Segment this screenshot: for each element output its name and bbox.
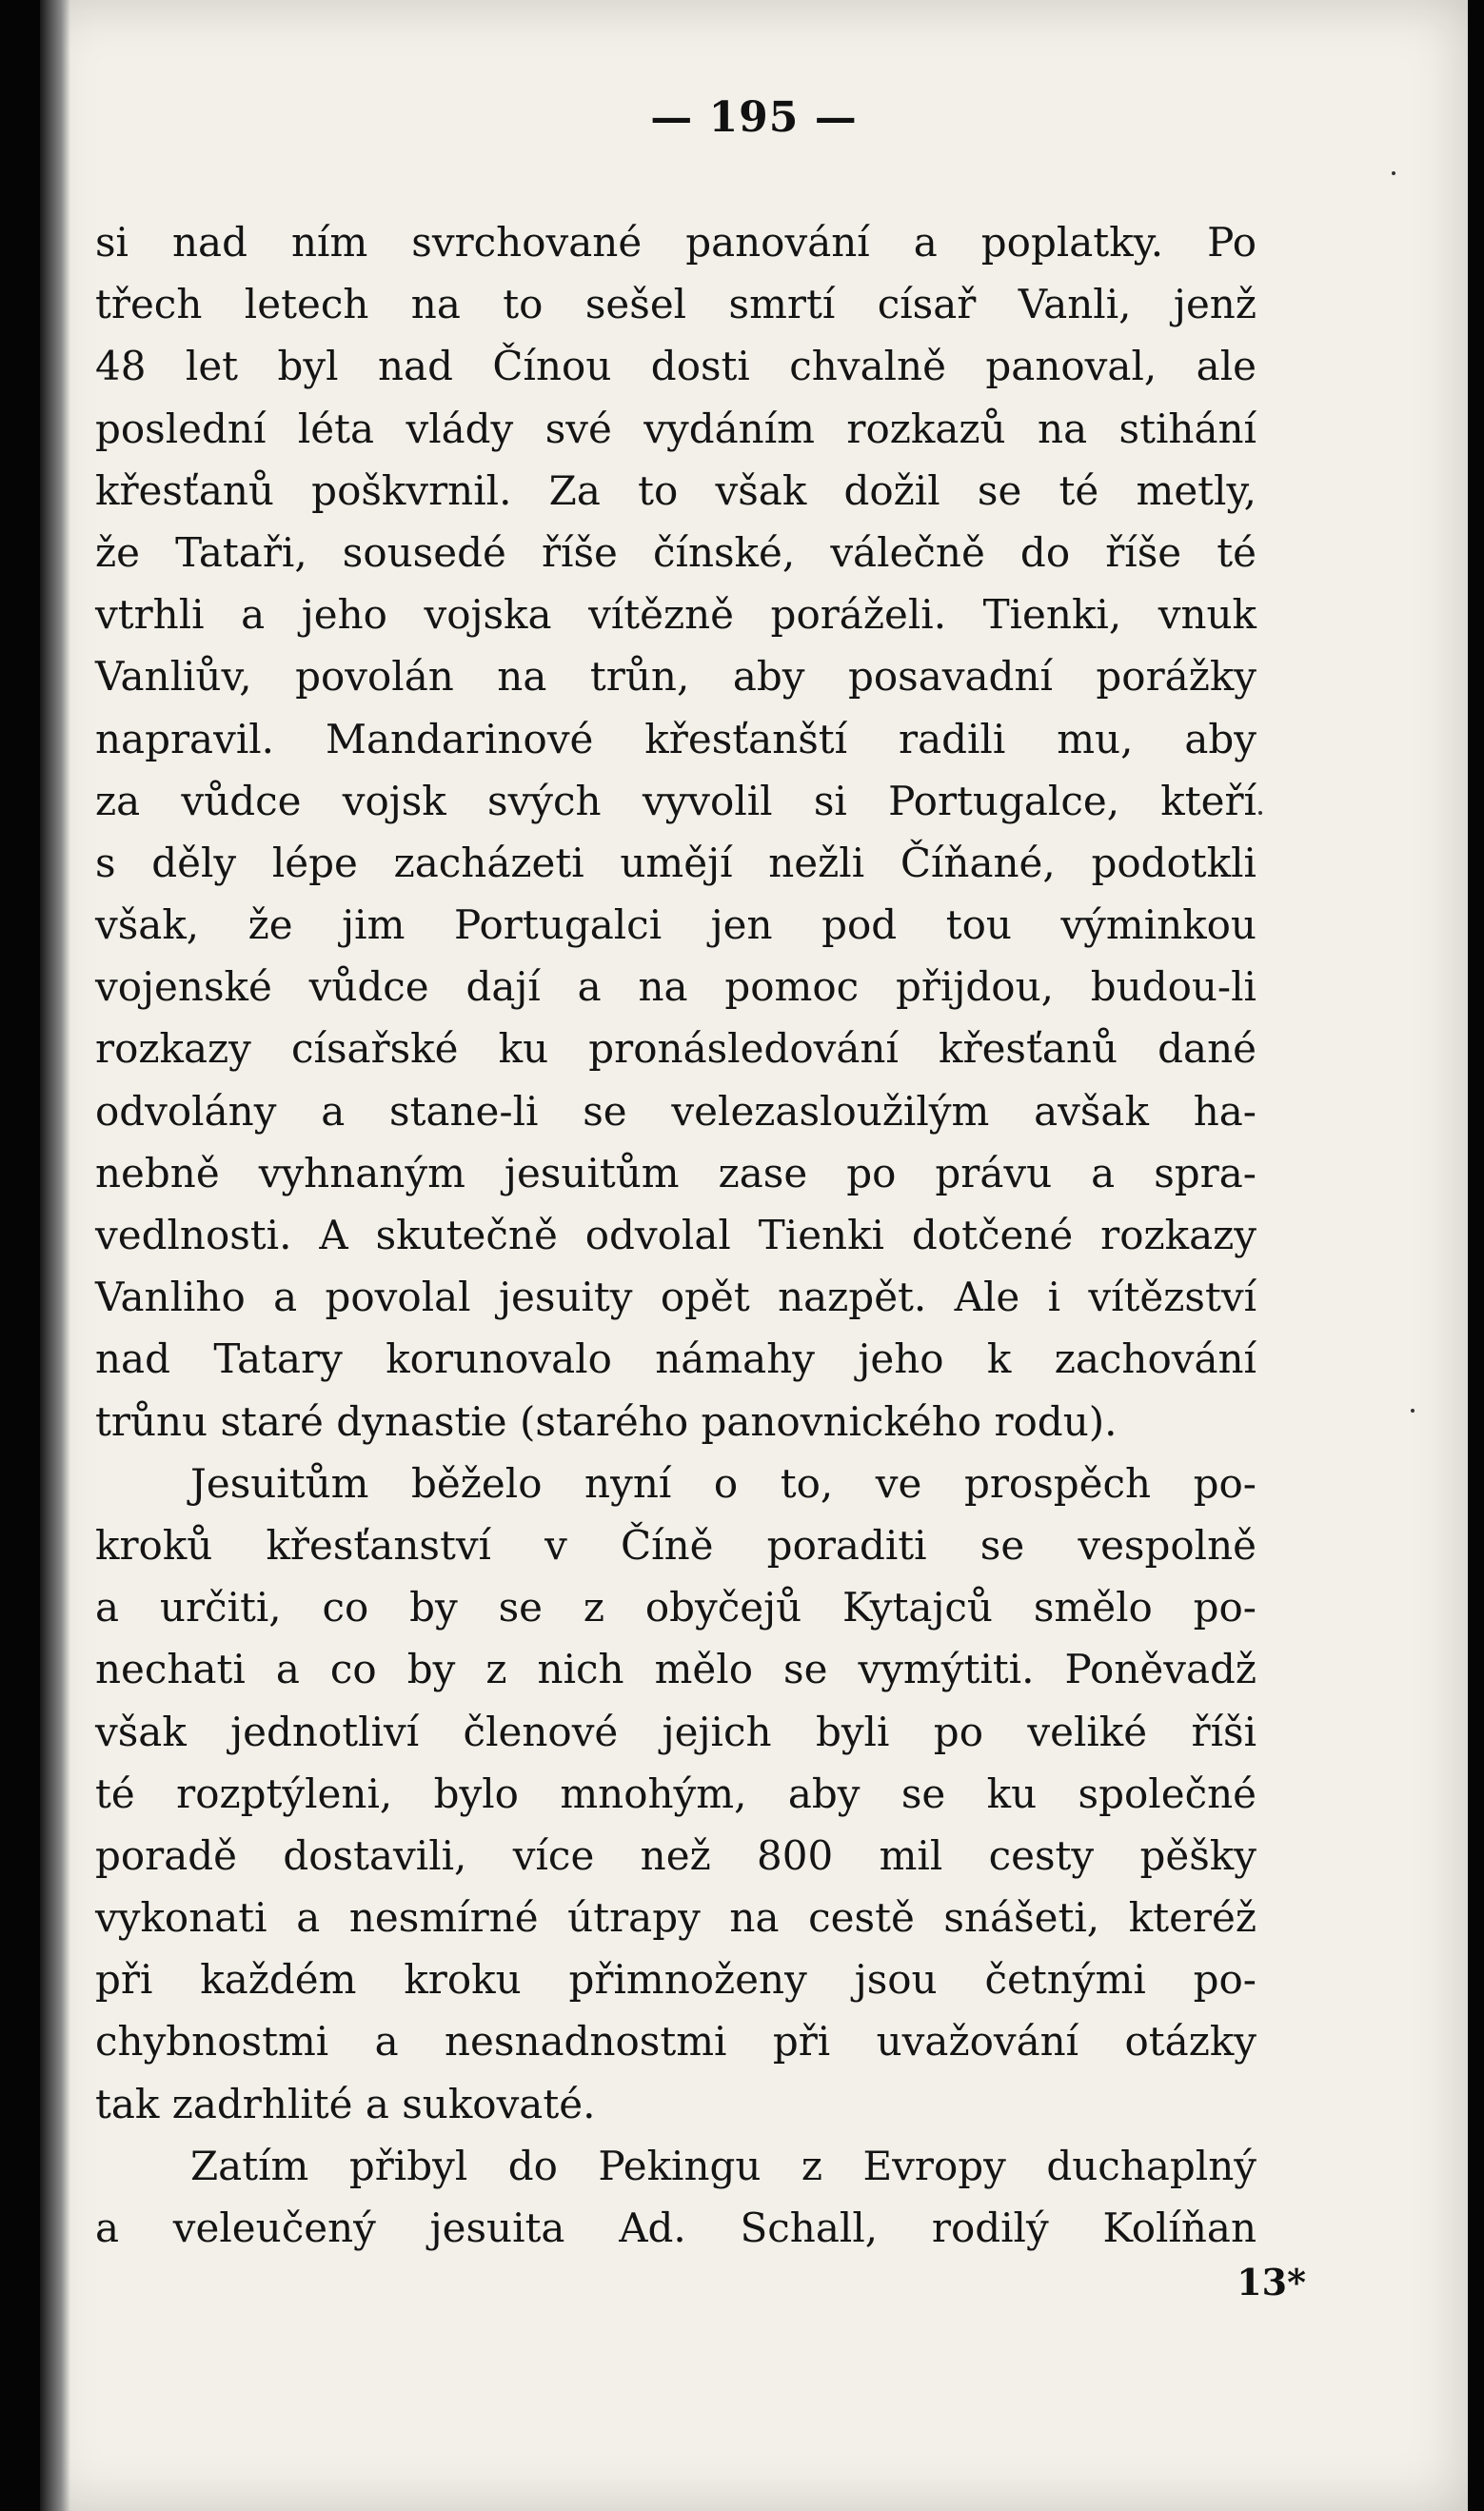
body-text [95, 211, 1256, 2259]
text-line: Vanliův, povolán na trůn, aby posavadní porážky [95, 653, 1256, 701]
text-line: kroků křesťanství v Číně poraditi se vespolně [95, 1521, 1256, 1569]
text-line: však jednotliví členové jejich byli po veliké říši [95, 1708, 1256, 1755]
text-line: třech letech na to sešel smrtí císař Vanli, jenž [95, 281, 1256, 328]
text-line: vtrhli a jeho vojska vítězně poráželi. Tienki, vnuk [95, 591, 1256, 639]
book-page [40, 0, 1468, 2511]
text-line: chybnostmi a nesnadnostmi při uvažování otázky [95, 2018, 1256, 2066]
text-line: při každém kroku přimnoženy jsou četnými po- [95, 1956, 1256, 2004]
text-line: nechati a co by z nich mělo se vymýtiti. Poněvadž [95, 1646, 1256, 1693]
text-line: poradě dostavili, více než 800 mil cesty pěšky [95, 1831, 1256, 1879]
text-line: s děly lépe zacházeti umějí nežli Číňané, podotkli [95, 839, 1256, 886]
paragraph-end-line: tak zadrhlité a sukovaté. [95, 2080, 596, 2127]
page-edge-shadow [40, 0, 70, 2511]
text-line: křesťanů poškvrnil. Za to však dožil se té metly, [95, 466, 1256, 514]
text-line: napravil. Mandarinové křesťanští radili mu, aby [95, 715, 1256, 762]
text-line: si nad ním svrchované panování a poplatky. Po [95, 219, 1256, 266]
text-line: Jesuitům běželo nyní o to, ve prospěch po- [190, 1459, 1256, 1507]
page-number: — 195 — [650, 93, 858, 142]
text-line: Vanliho a povolal jesuity opět nazpět. Ale i vítězství [95, 1274, 1256, 1321]
text-line: vykonati a nesmírné útrapy na cestě snášeti, kteréž [95, 1894, 1256, 1942]
text-line: však, že jim Portugalci jen pod tou výminkou [95, 901, 1256, 949]
text-line: vedlnosti. A skutečně odvolal Tienki dotčené rozkazy [95, 1212, 1256, 1258]
text-line: vojenské vůdce dají a na pomoc přijdou, budou-li [95, 963, 1256, 1011]
text-line: a veleučený jesuita Ad. Schall, rodilý Kolíňan [95, 2205, 1256, 2251]
paper-speck [1392, 171, 1395, 175]
text-line: za vůdce vojsk svých vyvolil si Portugalce, kteří [95, 777, 1256, 824]
text-line: nebně vyhnaným jesuitům zase po právu a spra- [95, 1149, 1256, 1196]
text-line: odvolány a stane-li se velezasloužilým avšak ha- [95, 1087, 1256, 1135]
text-line: a určiti, co by se z obyčejů Kytajců smělo po- [95, 1584, 1256, 1631]
text-line: 48 let byl nad Čínou dosti chvalně panoval, ale [95, 343, 1256, 390]
printer-signature-mark: 13* [1237, 2261, 1306, 2303]
paper-speck [1258, 811, 1262, 815]
text-line: nad Tatary korunovalo námahy jeho k zachování [95, 1335, 1256, 1383]
text-line: že Tataři, sousedé říše čínské, válečně do říše té [95, 528, 1256, 576]
text-line: té rozptýleni, bylo mnohým, aby se ku společné [95, 1770, 1256, 1817]
text-line: Zatím přibyl do Pekingu z Evropy duchaplný [190, 2142, 1256, 2189]
paper-speck [1411, 1409, 1415, 1413]
text-line: rozkazy císařské ku pronásledování křesťanů dané [95, 1025, 1256, 1073]
paragraph-end-line: trůnu staré dynastie (starého panovnického rodu). [95, 1397, 1118, 1445]
text-line: poslední léta vlády své vydáním rozkazů na stihání [95, 405, 1256, 452]
